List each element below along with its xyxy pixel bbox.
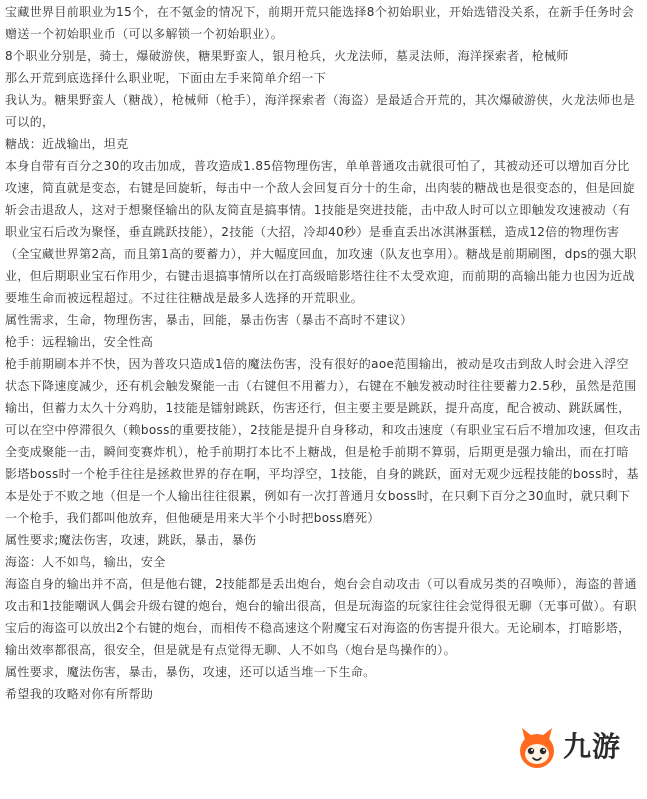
paragraph: 海盗自身的输出并不高，但是他右键，2技能都是丢出炮台，炮台会自动攻击（可以看成另类的召唤师），海盗的普通攻击和1技能嘲讽人偶会升级右键的炮台，炮台的输出很高，但是玩海盗的玩家往往会觉得很无聊（无事可做）。有职宝后的海盗可以放出2个右键的炮台，而相传不稳高速这个附魔宝石对海盗的伤害提升很大。无论刷本，打暗影塔，输出效率都很高，很安全，但是就是有点觉得无聊、人不如鸟（炮台是鸟操作的）。 [5,577,637,657]
attribute-requirements: 属性需求，生命，物理伤害，暴击，回能，暴击伤害（暴击不高时不建议） [5,313,413,327]
mascot-icon [515,726,559,770]
article-body [5,1,641,705]
paragraph: 宝藏世界目前职业为15个，在不氪金的情况下，前期开荒只能选择8个初始职业，开始选错没关系，在新手任务时会赠送一个初始职业币（可以多解锁一个初始职业）。 [5,5,635,41]
section-heading: 糖战：近战输出，坦克 [5,137,129,151]
section-heading: 海盗：人不如鸟，输出，安全 [5,555,166,569]
paragraph: 我认为。糖果野蛮人（糖战），枪械师（枪手），海洋探索者（海盗）是最适合开荒的，其次爆破游侠，火龙法师也是可以的， [5,93,636,129]
paragraph: 本身自带有百分之30的攻击加成，普攻造成1.85倍物理伤害，单单普通攻击就很可怕了，其被动还可以增加百分比攻速，简直就是变态，右键是回旋斩，每击中一个敌人会回复百分十的生命，出肉装的糖战也是很变态的，但是回旋斩会击退敌人，这对于想聚怪输出的队友简直是搞事情。1技能是突进技能，击中敌人时可以立即触发攻速被动（有职业宝石后改为聚怪，垂直跳跃技能），2技能（大招，冷却40秒）是垂直丢出冰淇淋蛋糕，造成12倍的物理伤害（全宝藏世界第2高，而且第1高的要蓄力），并大幅度回血，加攻速（队友也享用）。糖战是前期刷图，dps的强大职业，但后期职业宝石作用少，右键击退搞事情所以在打高级暗影塔往往不太受欢迎，而前期的高输出能力也因为近战要堆生命而被远程超过。不过往往糖战是最多人选择的开荒职业。 [5,159,637,305]
brand-name: 九游 [563,730,622,763]
section-heading: 枪手：远程输出，安全性高 [5,335,154,349]
watermark-logo [515,724,635,770]
closing-line: 希望我的攻略对你有所帮助 [5,687,154,701]
paragraph: 枪手前期刷本并不快，因为普攻只造成1倍的魔法伤害，没有很好的aoe范围输出，被动是攻击到敌人时会进入浮空状态下降速度减少，还有机会触发聚能一击（右键但不用蓄力），右键在不触发被动时往往要蓄力2.5秒，虽然是范围输出，但蓄力太久十分鸡肋，1技能是镭射跳跃，伤害还行，但主要主要是跳跃，提升高度，配合被动、跳跃属性，可以在空中停滞很久（赖boss的重要技能），2技能是提升自身移动，和攻击速度（有职业宝石后不增加攻速，但攻击全变成聚能一击，瞬间变赛炸机），枪手前期打本比不上糖战，但是枪手前期不算弱，后期更是强力输出，而在打暗影塔boss时一个枪手往往是拯救世界的存在啊，平均浮空，1技能，自身的跳跃，面对无观少远程技能的boss时，基本是处于不败之地（但是一个人输出往往很累，例如有一次打普通月女boss时，在只剩下百分之30血时，就只剩下一个枪手，我们都叫他放弃，但他硬是用来大半个小时把boss磨死） [5,357,642,525]
paragraph: 那么开荒到底选择什么职业呢，下面由左手来简单介绍一下 [5,71,327,85]
attribute-requirements: 属性要求，魔法伤害，暴击，暴伤，攻速，还可以适当堆一下生命。 [5,665,376,679]
paragraph: 8个职业分别是，骑士，爆破游侠，糖果野蛮人，银月枪兵，火龙法师，墓灵法师，海洋探索者，枪械师 [5,49,569,63]
attribute-requirements: 属性要求;魔法伤害，攻速，跳跃，暴击，暴伤 [5,533,257,547]
